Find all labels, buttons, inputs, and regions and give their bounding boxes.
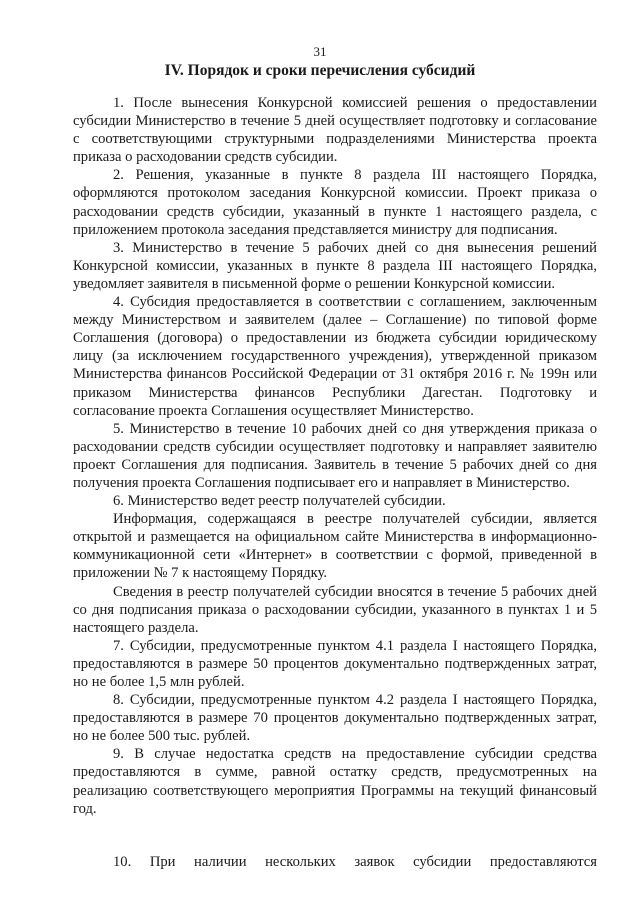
paragraph-1: 1. После вынесения Конкурсной комиссией решения о предоставлении субсидии Министерство в течение 5 дней осуществляет подготовку и согласование с соответствующими структурными подразделениями Министерства проекта приказа о расходовании средств субсидии.	[73, 95, 597, 166]
paragraph-2: 2. Решения, указанные в пункте 8 раздела III настоящего Порядка, оформляются протоколом заседания Конкурсной комиссии. Проект приказа о расходовании средств субсидии, указанный в пункте 1 настоящего раздела, с приложением протокола заседания представляется министру для подписания.	[73, 167, 597, 238]
page-number: 31	[313, 44, 327, 59]
paragraph-6-info: Информация, содержащаяся в реестре получателей субсидии, является открытой и размещается на официальном сайте Министерства в информационно-коммуникационной сети «Интернет» в соответствии с формой, приведенной в приложении № 7 к настоящему Порядку.	[73, 511, 597, 582]
paragraph-6: 6. Министерство ведет реестр получателей субсидии.	[113, 493, 446, 510]
paragraph-7: 7. Субсидии, предусмотренные пунктом 4.1 раздела I настоящего Порядка, предоставляются в размере 50 процентов документально подтвержденных затрат, но не более 1,5 млн рублей.	[73, 637, 597, 690]
paragraph-9: 9. В случае недостатка средств на предоставление субсидии средства предоставляются в сумме, равной остатку средств, предусмотренных на реализацию соответствующего мероприятия Программы на текущий финансовый год.	[73, 746, 597, 817]
section-heading: IV. Порядок и сроки перечисления субсидий	[164, 62, 476, 79]
paragraph-3: 3. Министерство в течение 5 рабочих дней со дня вынесения решений Конкурсной комиссии, указанных в пункте 8 раздела III настоящего Порядка, уведомляет заявителя в письменной форме о решении Конкурсной комиссии.	[73, 239, 597, 292]
paragraph-10-start: 10. При наличии нескольких заявок субсидии предоставляются	[113, 854, 597, 870]
paragraph-4: 4. Субсидия предоставляется в соответствии с соглашением, заключенным между Министерством и заявителем (далее – Соглашение) по типовой форме Соглашения (договора) о предоставлении из бюджета субсидии юридическому лицу (за исключением государственного учреждения), утвержденной приказом Министерства финансов Российской Федерации от 31 октября 2016 г. № 199н или приказом Министерства финансов Республики Дагестан. Подготовку и согласование проекта Соглашения осуществляет Министерство.	[73, 294, 597, 419]
paragraph-8: 8. Субсидии, предусмотренные пунктом 4.2 раздела I настоящего Порядка, предоставляются в размере 70 процентов документально подтвержденных затрат, но не более 500 тыс. рублей.	[73, 692, 597, 745]
paragraph-5: 5. Министерство в течение 10 рабочих дней со дня утверждения приказа о расходовании средств субсидии осуществляет подготовку и направляет заявителю проект Соглашения для подписания. Заявитель в течение 5 рабочих дней со дня получения проекта Соглашения подписывает его и направляет в Министерство.	[73, 420, 597, 491]
document-body	[73, 94, 597, 818]
paragraph-6-registry: Сведения в реестр получателей субсидии вносятся в течение 5 рабочих дней со дня подписания приказа о расходовании субсидии, указанного в пунктах 1 и 5 настоящего раздела.	[73, 583, 597, 636]
